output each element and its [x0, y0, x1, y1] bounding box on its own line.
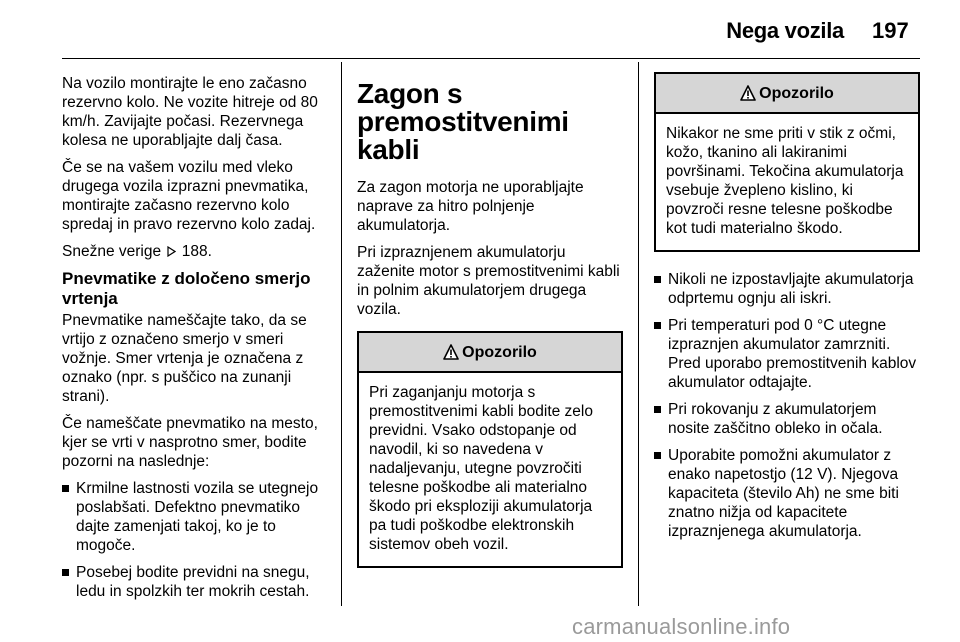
list-item — [654, 316, 920, 392]
paragraph: Če se na vašem vozilu med vleko drugega vozila izprazni pnevmatika, montirajte začasno rezervno kolo spredaj in pravo rezervno kolo zadaj. — [62, 159, 316, 233]
bullet-square-icon — [654, 452, 661, 459]
warning-triangle-icon — [740, 85, 756, 101]
list-item — [654, 400, 920, 438]
list-item — [654, 270, 920, 308]
section-heading: Zagon s premostitvenimi kabli — [357, 78, 569, 165]
warning-box — [357, 331, 623, 568]
warning-header — [656, 74, 918, 114]
list-item-text: Pri rokovanju z akumulatorjem nosite zaščitno obleko in očala. — [668, 401, 883, 437]
paragraph: Če nameščate pnevmatiko na mesto, kjer se vrti v nasprotno smer, bodite pozorni na naslednje: — [62, 415, 318, 470]
column-3 — [654, 72, 920, 549]
list-item-text: Posebej bodite previdni na snegu, ledu in spolzkih ter mokrih cestah. — [76, 564, 310, 600]
warning-body: Nikakor ne sme priti v stik z očmi, kožo, tkanino ali lakiranimi površinami. Tekočina akumulatorja vsebuje žvepleno kislino, ki povzroči resne telesne poškodbe kot tudi materialno škodo. — [666, 125, 904, 237]
column-1 — [62, 74, 332, 609]
bullet-square-icon — [62, 485, 69, 492]
watermark: carmanualsonline.info — [572, 614, 791, 639]
cross-reference-paragraph — [62, 242, 332, 261]
warning-title: Opozorilo — [759, 84, 834, 102]
warning-triangle-icon — [443, 344, 459, 360]
paragraph-text: Snežne verige — [62, 243, 162, 260]
bullet-square-icon — [654, 322, 661, 329]
bullet-square-icon — [654, 406, 661, 413]
bullet-square-icon — [62, 569, 69, 576]
running-header-title: Nega vozila — [726, 18, 844, 43]
cross-reference-arrow-icon — [165, 242, 177, 261]
paragraph: Pnevmatike nameščajte tako, da se vrtijo z označeno smerjo v smeri vožnje. Smer vrtenja je označena z oznako (npr. s puščico na zunanji strani). — [62, 312, 307, 405]
warning-header — [359, 333, 621, 373]
list-item-text: Uporabite pomožni akumulator z enako napetostjo (12 V). Njegova kapaciteta (število Ah) ne sme biti znatno nižja od kapacitete izpraznjenega akumulatorja. — [668, 447, 899, 540]
list-item-text: Pri temperaturi pod 0 °C utegne izpraznjen akumulator zamrzniti. Pred uporabo premostitvenih kablov akumulator odtajajte. — [668, 317, 917, 391]
column-2 — [357, 80, 623, 586]
warning-box — [654, 72, 920, 252]
warning-title: Opozorilo — [462, 343, 537, 361]
bullet-list — [654, 270, 920, 541]
bullet-list — [62, 479, 332, 601]
header-rule — [62, 58, 920, 59]
paragraph: Na vozilo montirajte le eno začasno rezervno kolo. Ne vozite hitreje od 80 km/h. Zavijajte počasi. Rezervnega kolesa ne uporabljajte dalj časa. — [62, 75, 318, 149]
paragraph: Pri izpraznjenem akumulatorju zaženite motor s premostitvenimi kabli in polnim akumulatorjem drugega vozila. — [357, 244, 620, 318]
paragraph: Za zagon motorja ne uporabljajte naprave za hitro polnjenje akumulatorja. — [357, 179, 584, 234]
column-divider — [638, 62, 639, 606]
bullet-square-icon — [654, 276, 661, 283]
section-heading: Pnevmatike z določeno smerjo vrtenja — [62, 269, 311, 308]
list-item-text: Krmilne lastnosti vozila se utegnejo poslabšati. Defektno pnevmatiko dajte zamenjati takoj, ko je to mogoče. — [76, 480, 319, 554]
list-item-text: Nikoli ne izpostavljajte akumulatorja odprtemu ognju ali iskri. — [668, 271, 914, 307]
column-divider — [341, 62, 342, 606]
list-item — [62, 479, 332, 555]
list-item — [654, 446, 920, 541]
cross-reference-page[interactable]: 188. — [181, 243, 212, 260]
page-number: 197 — [872, 18, 909, 43]
list-item — [62, 563, 332, 601]
warning-body: Pri zaganjanju motorja s premostitvenimi kabli bodite zelo previdni. Vsako odstopanje od navodil, ki so navedena v nadaljevanju, utegne povzročiti telesne poškodbe ali materialno škodo pri eksploziji akumulatorja pa tudi poškodbe elektronskih sistemov obeh vozil. — [369, 384, 593, 553]
